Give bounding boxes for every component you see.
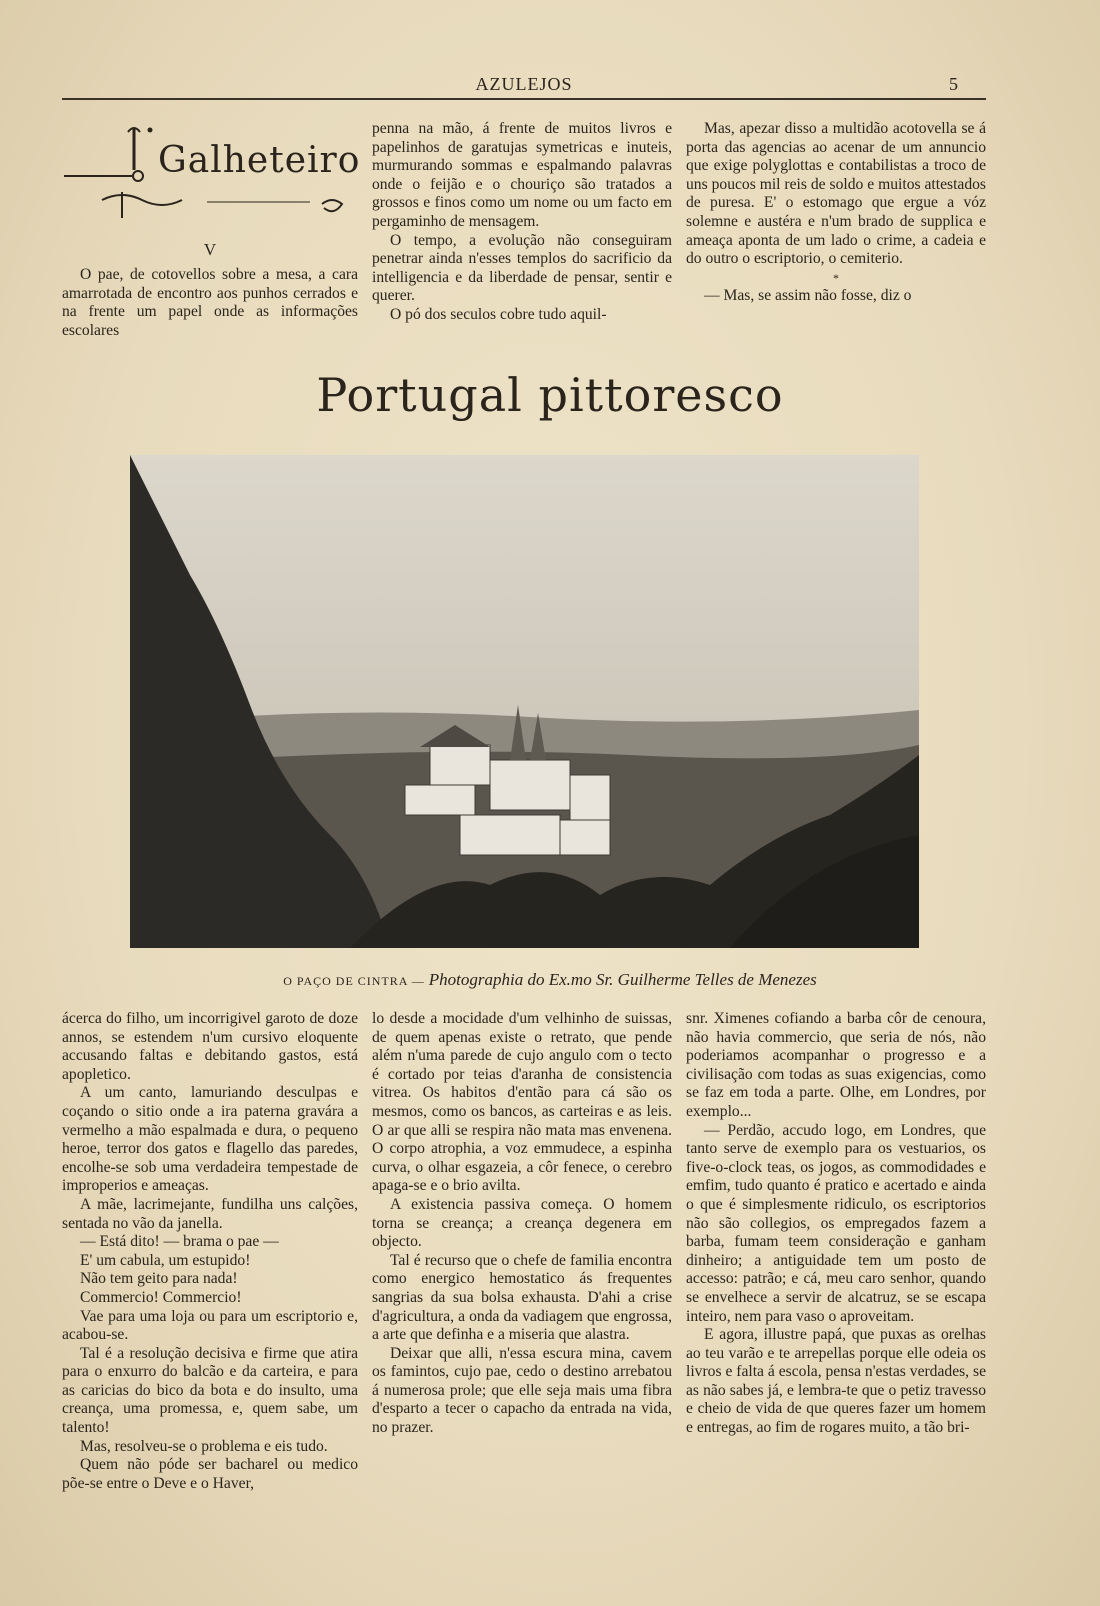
section-title-portugal: Portugal pittoresco	[316, 368, 784, 422]
paragraph: Vae para uma loja ou para um escriptorio e, acabou-se.	[62, 1307, 358, 1344]
paragraph: — Perdão, accudo logo, em Londres, que tanto serve de exemplo para os vestuarios, os five-o-clock teas, os jogos, as commodidades e emfim, tudo quanto é pratico e acertado e ainda o que é simplesmente ridiculo, os escriptorios não são collegios, os empregados fazem a barba, fumam teem consideração e ganham dinheiro; a antiguidade tem um posto de accesso: patrão; e cá, meu caro senhor, quando se envelhece a servir de alcatruz, se se escapa inteiro, nem para vaso o aproveitam.	[686, 1121, 986, 1325]
paragraph: Tal é recurso que o chefe de familia encontra como energico hemostatico ás frequentes sangrias da sua bolsa exhausta. D'ahi a crise d'agricultura, a onda da vadiagem que engrossa, a arte que definha e a miseria que alastra.	[372, 1251, 672, 1344]
paragraph: A um canto, lamuriando desculpas e coçando o sitio onde a ira paterna gravára a vermelho a mão espalmada e dura, o pequeno heroe, terror dos gatos e flagello das paredes, encolhe-se sob uma verdadeira tempestade de improperios e ameaças.	[62, 1084, 358, 1195]
paragraph: Quem não póde ser bacharel ou medico põe-se entre o Deve e o Haver,	[62, 1456, 358, 1492]
section-title-galheteiro: Galheteiro	[158, 140, 361, 181]
landscape-photo-icon	[130, 455, 919, 948]
paragraph: Commercio! Commercio!	[80, 1288, 242, 1306]
paragraph: Deixar que alli, n'essa escura mina, cavem os famintos, cujo pae, cedo o destino arrebatou á numerosa prole; que elle seja mais uma fibra d'esparto a tecer o capacho da entrada na vida, no prazer.	[372, 1344, 672, 1437]
paragraph: E' um cabula, um estupido!	[80, 1251, 251, 1269]
page-number: 5	[949, 74, 958, 94]
journal-title: AZULEJOS	[475, 74, 573, 94]
photo-caption	[0, 970, 1100, 990]
paragraph: Mas, resolveu-se o problema e eis tudo.	[80, 1437, 328, 1455]
paragraph: E agora, illustre papá, que puxas as orelhas ao teu varão e te arrepellas porque elle odeia os livros e falta á escola, pensa n'estas verdades, se as não sabes já, e lembra-te que o petiz travesso e cheio de vida de que queres fazer um homem e entregas, ao fim de rogares muito, a tão bri-	[686, 1326, 986, 1437]
caption-place: O PAÇO DE CINTRA —	[283, 974, 425, 988]
caption-credit: Photographia do Ex.mo Sr. Guilherme Telles de Menezes	[428, 970, 817, 989]
paragraph: Mas, apezar disso a multidão acotovella se á porta das agencias ao acenar de um annuncio que exige polyglottas e contabilistas a troco de uns poucos mil reis de soldo e muitos attestados de puresa. E' o estomago que ergue a vóz solemne e austéra e n'um brado de supplica e ameaça aponta de um lado o crime, a cadeia e do outro o escriptorio, o cemiterio.	[686, 120, 986, 268]
paragraph: A mãe, lacrimejante, fundilha uns calções, sentada no vão da janella.	[62, 1195, 358, 1232]
paragraph: Tal é a resolução decisiva e firme que atira para o enxurro do balcão e da carteira, e para as caricias do bico da bota e do insulto, uma creança, uma promessa, e, quem sabe, um talento!	[62, 1344, 358, 1437]
paragraph: lo desde a mocidade d'um velhinho de suissas, de quem apenas existe o retrato, que pende além n'uma parede de cujo angulo com o tecto é cortado por teias d'aranha de consistencia vitrea. Os habitos d'então para cá são os mesmos, como os bancos, as carteiras e as leis. O ar que alli se respira não mata mas envenena. O corpo atrophia, a voz emmudece, a espinha curva, o olhar esgazeia, a côr fenece, o cerebro apaga-se e o brio avilta.	[372, 1010, 672, 1195]
paragraph: snr. Ximenes cofiando a barba côr de cenoura, não havia commercio, que seria de nós, não poderiamos acompanhar o progresso e a civilisação com todas as suas exigencias, como se faz em toda a parte. Olhe, em Londres, por exemplo...	[686, 1010, 986, 1120]
paragraph: O tempo, a evolução não conseguiram penetrar ainda n'esses templos do sacrificio da intelligencia e da liberdade de pensar, sentir e querer.	[372, 231, 672, 305]
column-2-bottom	[372, 1010, 672, 1438]
separator-star: *	[833, 270, 839, 285]
paragraph: O pó dos seculos cobre tudo aquil-	[390, 305, 607, 323]
paragraph: Não tem geito para nada!	[80, 1270, 238, 1288]
column-1-bottom	[62, 1010, 358, 1493]
column-3-bottom	[686, 1010, 986, 1438]
column-2-top	[372, 120, 672, 325]
paragraph: ácerca do filho, um incorrigivel garoto de doze annos, se estendem n'um cursivo eloquente accusando faltas e debitando gastos, está apopletico.	[62, 1010, 358, 1083]
photograph	[130, 455, 919, 948]
chapter-number: V	[203, 240, 217, 259]
paragraph: — Está dito! — brama o pae —	[80, 1233, 279, 1251]
column-3-top	[686, 120, 986, 306]
paragraph: penna na mão, á frente de muitos livros e papelinhos de garatujas symetricas e inuteis, murmurando sommas e espalmando palavras onde o feijão e o chouriço são tratados a grossos e finos como um nome ou um facto em pergaminho de mensagem.	[372, 120, 672, 230]
paragraph: — Mas, se assim não fosse, diz o	[704, 287, 912, 305]
paragraph: O pae, de cotovellos sobre a mesa, a cara amarrotada de encontro aos punhos cerrados e na frente um papel onde as informações escolares	[62, 266, 358, 339]
column-1-top	[62, 266, 358, 340]
running-header	[62, 74, 986, 100]
paragraph: A existencia passiva começa. O homem torna se creança; a creança degenera em objecto.	[372, 1195, 672, 1251]
galheteiro-heading	[62, 118, 362, 238]
